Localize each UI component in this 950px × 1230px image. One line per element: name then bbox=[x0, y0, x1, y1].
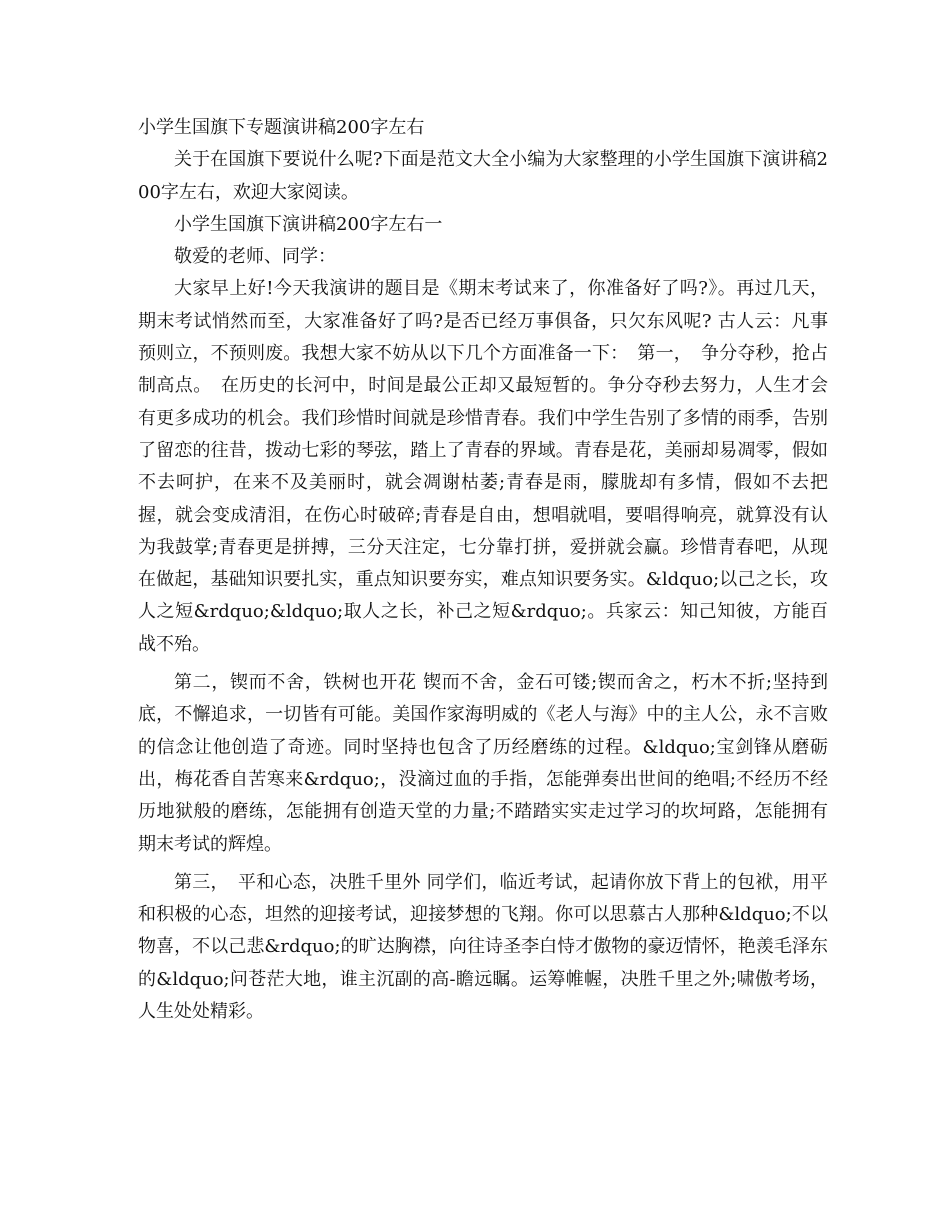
body-paragraph-2: 第二，锲而不舍，铁树也开花 锲而不舍，金石可镂;锲而舍之，朽木不折;坚持到底，不懈追求，一切皆有可能。美国作家海明威的《老人与海》中的主人公，永不言败的信念让他创造了奇迹。同时坚持也包含了历经磨练的过程。&ldquo;宝剑锋从磨砺出，梅花香自苦寒来&rdquo;，没滴过血的手指，怎能弹奏出世间的绝唱;不经历不经历地狱般的磨练，怎能拥有创造天堂的力量;不踏踏实实走过学习的坎坷路，怎能拥有期末考试的辉煌。 bbox=[138, 672, 828, 855]
intro-paragraph: 关于在国旗下要说什么呢?下面是范文大全小编为大家整理的小学生国旗下演讲稿200字左右，欢迎大家阅读。 bbox=[138, 149, 828, 203]
document-title: 小学生国旗下专题演讲稿200字左右 bbox=[138, 117, 425, 138]
section-heading: 小学生国旗下演讲稿200字左右一 bbox=[174, 213, 443, 235]
body-paragraph-3: 第三， 平和心态，决胜千里外 同学们，临近考试，起请你放下背上的包袱，用平和积极的心态，坦然的迎接考试，迎接梦想的飞翔。你可以思慕古人那种&ldquo;不以物喜，不以己悲&rdquo;的旷达胸襟，向往诗圣李白恃才傲物的豪迈情怀，艳羡毛泽东的&ldquo;问苍茫大地，谁主沉副的高-瞻远瞩。运筹帷幄，决胜千里之外;啸傲考场，人生处处精彩。 bbox=[138, 871, 828, 1023]
salutation: 敬爱的老师、同学： bbox=[174, 246, 336, 268]
body-paragraph-1: 大家早上好!今天我演讲的题目是《期末考试来了，你准备好了吗?》。再过几天，期末考试悄然而至，大家准备好了吗?是否已经万事俱备，只欠东风呢? 古人云：凡事预则立，不预则废。我想大家不妨从以下几个方面准备一下： 第一， 争分夺秒，抢占制高点。 在历史的长河中，时间是最公正却又最短暂的。争分夺秒去努力，人生才会有更多成功的机会。我们珍惜时间就是珍惜青春。我们中学生告别了多情的雨季，告别了留恋的往昔，拨动七彩的琴弦，踏上了青春的界域。青春是花，美丽却易凋零，假如不去呵护，在来不及美丽时，就会凋谢枯萎;青春是雨，朦胧却有多情，假如不去把握，就会变成清泪，在伤心时破碎;青春是自由，想唱就唱，要唱得响亮，就算没有认为我鼓掌;青春更是拼搏，三分天注定，七分靠打拼，爱拼就会赢。珍惜青春吧，从现在做起，基础知识要扎实，重点知识要夯实，难点知识要务实。&ldquo;以己之长，攻人之短&rdquo;&ldquo;取人之长，补己之短&rdquo;。兵家云：知己知彼，方能百战不殆。 bbox=[138, 278, 828, 655]
document-page bbox=[138, 112, 828, 1028]
